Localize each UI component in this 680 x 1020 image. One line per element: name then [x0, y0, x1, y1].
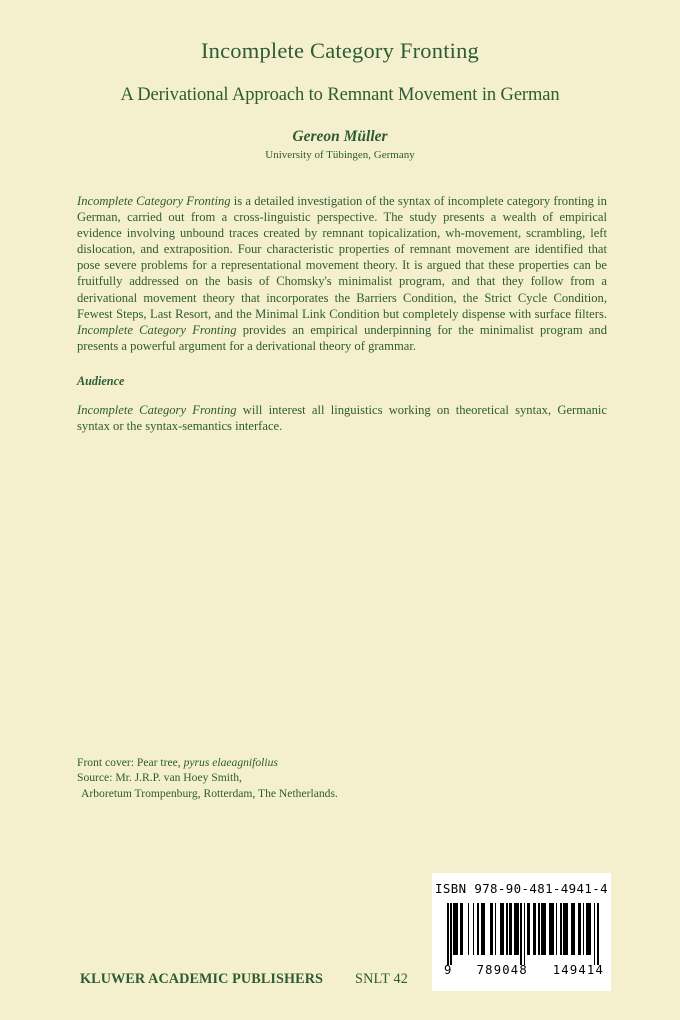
isbn-text: ISBN 978-90-481-4941-4 — [435, 881, 608, 896]
ean-left-group: 789048 — [476, 963, 528, 977]
ean-digits — [442, 963, 604, 977]
blurb-lead-title: Incomplete Category Fronting — [77, 194, 231, 208]
isbn-barcode-panel — [432, 873, 611, 991]
blurb-tail-text: provides an empirical underpinning for the minimalist program and presents a powerful argument for a derivational theory of grammar. — [77, 322, 607, 353]
blurb-paragraph — [77, 193, 607, 354]
audience-body-text: will interest all linguistics working on theoretical syntax, Germanic syntax or the syntax-semantics interface. — [77, 403, 607, 434]
blurb-body-text: is a detailed investigation of the syntax of incomplete category fronting in German, carried out from a cross-linguistic perspective. The study presents a wealth of empirical evidence involving unbound traces created by remnant topicalization, wh-movement, scrambling, left dislocation, and extraposition. Four characteristic properties of remnant movement are identified that pose severe problems for a representational movement theory. It is argued that these properties can be fruitfully addressed on the basis of Chomsky's minimalist program, and that they follow from a derivational movement theory that incorporates the Barriers Condition, the Strict Cycle Condition, Fewest Steps, Last Resort, and the Minimal Link Condition but completely dispense with surface filters. — [77, 194, 607, 321]
series-code: SNLT 42 — [355, 971, 409, 987]
audience-lead-title: Incomplete Category Fronting — [77, 403, 237, 417]
author-affiliation: University of Tübingen, Germany — [265, 149, 415, 161]
audience-paragraph — [77, 402, 607, 434]
credit-species-name: pyrus elaeagnifolius — [183, 756, 278, 769]
author-name: Gereon Müller — [292, 128, 388, 145]
barcode-bars — [447, 903, 599, 965]
ean-right-group: 149414 — [552, 963, 604, 977]
credit-line-arboretum: Arboretum Trompenburg, Rotterdam, The Netherlands. — [81, 786, 338, 800]
publisher-name: KLUWER ACADEMIC PUBLISHERS — [80, 971, 324, 987]
credit-line-source: Source: Mr. J.R.P. van Hoey Smith, — [77, 771, 242, 785]
credit-line-front-cover — [77, 755, 497, 770]
audience-heading: Audience — [77, 374, 125, 388]
cover-credit — [77, 755, 497, 801]
blurb-mid-title: Incomplete Category Fronting — [77, 322, 237, 337]
credit-front-cover-label: Front cover: Pear tree, — [77, 756, 184, 769]
book-subtitle: A Derivational Approach to Remnant Movement in German — [120, 85, 560, 105]
ean-lead-digit: 9 — [444, 963, 452, 977]
book-title: Incomplete Category Fronting — [200, 38, 480, 63]
